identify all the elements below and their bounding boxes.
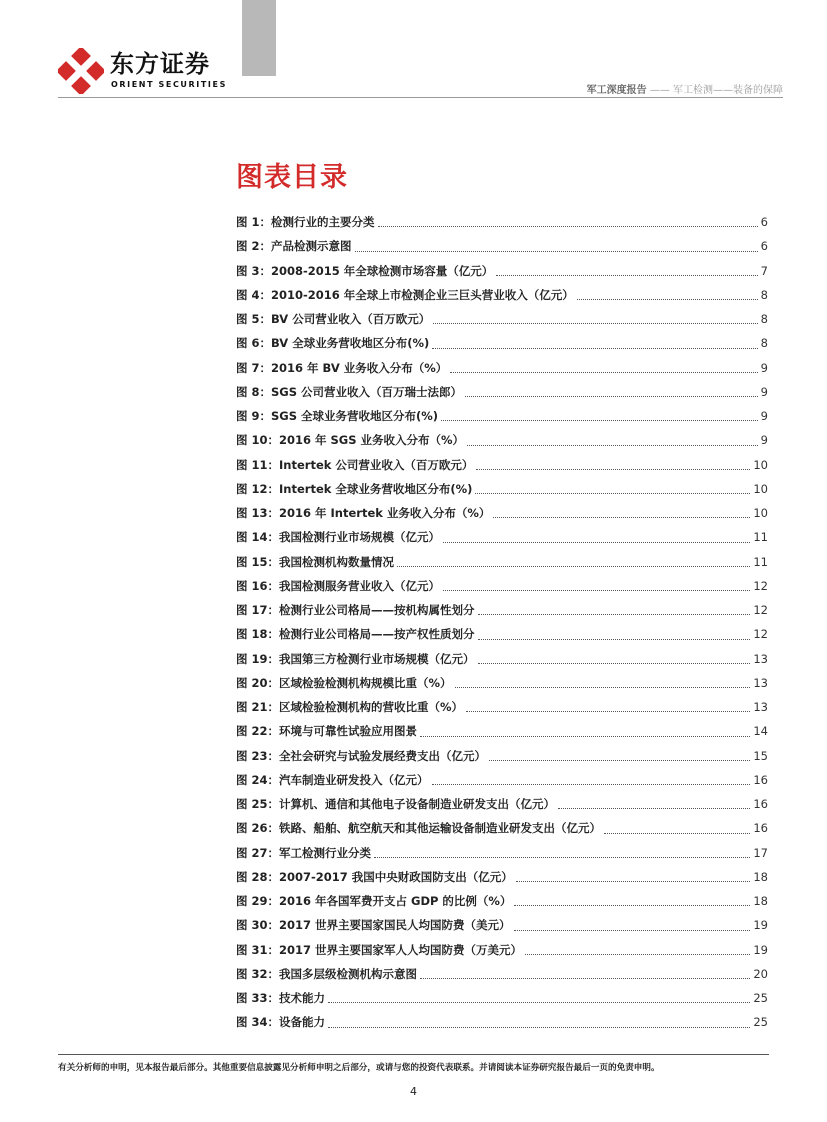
toc-item-page: 17 [753,845,768,860]
toc-item-label: 图 25：计算机、通信和其他电子设备制造业研发支出（亿元） [236,797,556,812]
toc-item[interactable] [236,986,768,1010]
brand-name-cn: 东方证券 [110,50,210,78]
toc-leader-dots [516,879,751,882]
toc-item-page: 16 [753,772,768,787]
toc-leader-dots [478,637,751,640]
toc-leader-dots [577,297,758,300]
toc-leader-dots [467,443,758,446]
toc-item[interactable] [236,695,768,719]
toc-item-label: 图 9：SGS 全球业务营收地区分布(%) [236,409,439,424]
toc-leader-dots [432,782,751,785]
toc-item-page: 10 [753,481,768,496]
toc-item-label: 图 26：铁路、船舶、航空航天和其他运输设备制造业研发支出（亿元） [236,821,602,836]
page-number: 4 [410,1085,417,1098]
toc-item-page: 12 [753,578,768,593]
toc-item-page: 9 [760,433,768,448]
toc-item-page: 19 [753,918,768,933]
toc-title: 图表目录 [236,162,348,193]
report-type: 军工深度报告 [586,85,647,96]
report-header-title [587,81,783,96]
toc-item-label: 图 15：我国检测机构数量情况 [236,554,395,569]
toc-item[interactable] [236,671,768,695]
toc-item-label: 图 30：2017 世界主要国家国民人均国防费（美元） [236,918,511,933]
toc-item-page: 18 [753,869,768,884]
toc-item-page: 13 [753,700,768,715]
toc-item[interactable] [236,404,768,428]
toc-item-label: 图 13：2016 年 Intertek 业务收入分布（%） [236,506,491,521]
toc-leader-dots [478,612,751,615]
toc-item-page: 11 [753,530,768,545]
toc-leader-dots [476,467,750,470]
toc-item[interactable] [236,356,768,380]
toc-item-label: 图 32：我国多层级检测机构示意图 [236,966,418,981]
toc-leader-dots [450,370,757,373]
toc-leader-dots [441,418,758,421]
toc-item-label: 图 18：检测行业公司格局——按产权性质划分 [236,627,475,642]
toc-item-page: 7 [760,263,768,278]
toc-item[interactable] [236,647,768,671]
toc-leader-dots [397,564,750,567]
toc-leader-dots [328,1000,750,1003]
toc-item[interactable] [236,816,768,840]
toc-item-page: 13 [753,675,768,690]
toc-item-label: 图 21：区域检验检测机构的营收比重（%） [236,700,464,715]
toc-item-page: 10 [753,506,768,521]
toc-item-page: 13 [753,651,768,666]
toc-leader-dots [493,515,750,518]
toc-item-page: 9 [760,409,768,424]
toc-leader-dots [558,806,750,809]
toc-item-page: 14 [753,724,768,739]
company-logo [58,48,238,96]
toc-item[interactable] [236,622,768,646]
logo-mark-icon [58,48,104,94]
toc-item[interactable] [236,210,768,234]
toc-item-page: 8 [760,287,768,302]
toc-item[interactable] [236,283,768,307]
toc-item[interactable] [236,889,768,913]
toc-list [236,210,768,1035]
toc-leader-dots [433,321,757,324]
toc-item-label: 图 4：2010-2016 年全球上市检测企业三巨头营业收入（亿元） [236,287,574,302]
toc-item-page: 12 [753,627,768,642]
toc-item-page: 19 [753,942,768,957]
toc-item[interactable] [236,428,768,452]
toc-item-label: 图 24：汽车制造业研发投入（亿元） [236,772,429,787]
toc-item-page: 8 [760,336,768,351]
toc-item-label: 图 10：2016 年 SGS 业务收入分布（%） [236,433,465,448]
toc-item-label: 图 5：BV 公司营业收入（百万欧元） [236,312,431,327]
toc-leader-dots [328,1025,750,1028]
toc-item[interactable] [236,768,768,792]
toc-leader-dots [514,903,750,906]
toc-leader-dots [374,855,750,858]
toc-leader-dots [432,346,757,349]
toc-item[interactable] [236,938,768,962]
toc-leader-dots [478,661,751,664]
toc-item[interactable] [236,234,768,258]
toc-item[interactable] [236,380,768,404]
toc-item-page: 25 [753,991,768,1006]
toc-item-label: 图 34：设备能力 [236,1015,326,1030]
toc-item-label: 图 20：区域检验检测机构规模比重（%） [236,675,452,690]
toc-item[interactable] [236,331,768,355]
toc-item[interactable] [236,719,768,743]
toc-leader-dots [355,249,758,252]
toc-item-label: 图 27：军工检测行业分类 [236,845,372,860]
toc-item-label: 图 1：检测行业的主要分类 [236,215,375,230]
toc-item[interactable] [236,259,768,283]
toc-item-page: 11 [753,554,768,569]
toc-item-label: 图 11：Intertek 公司营业收入（百万欧元） [236,457,474,472]
toc-leader-dots [465,394,758,397]
toc-item[interactable] [236,525,768,549]
toc-item-label: 图 19：我国第三方检测行业市场规模（亿元） [236,651,475,666]
toc-item[interactable] [236,550,768,574]
toc-item[interactable] [236,865,768,889]
toc-leader-dots [378,224,758,227]
toc-leader-dots [466,709,750,712]
toc-leader-dots [525,952,750,955]
toc-item-label: 图 29：2016 年各国军费开支占 GDP 的比例（%） [236,894,512,909]
toc-item-page: 10 [753,457,768,472]
brand-name-en: ORIENT SECURITIES [111,80,227,89]
toc-item-label: 图 7：2016 年 BV 业务收入分布（%） [236,360,448,375]
toc-item[interactable] [236,913,768,937]
toc-item-label: 图 8：SGS 公司营业收入（百万瑞士法郎） [236,384,463,399]
toc-item[interactable] [236,574,768,598]
toc-item-label: 图 31：2017 世界主要国家军人人均国防费（万美元） [236,942,523,957]
toc-leader-dots [443,588,750,591]
toc-item[interactable] [236,477,768,501]
toc-item-page: 6 [760,239,768,254]
toc-leader-dots [489,758,750,761]
toc-item-label: 图 22：环境与可靠性试验应用图景 [236,724,418,739]
toc-item[interactable] [236,598,768,622]
toc-item[interactable] [236,501,768,525]
footer-disclaimer: 有关分析师的申明，见本报告最后部分。其他重要信息披露见分析师申明之后部分，或请与您的投资代表联系。并请阅读本证券研究报告最后一页的免责申明。 [58,1063,660,1073]
report-subtitle: —— 军工检测——装备的保障 [649,85,783,96]
toc-item-page: 15 [753,748,768,763]
header-divider [58,97,783,98]
toc-item-page: 16 [753,797,768,812]
toc-item-page: 8 [760,312,768,327]
toc-leader-dots [420,976,750,979]
toc-item[interactable] [236,841,768,865]
toc-leader-dots [420,734,750,737]
toc-item[interactable] [236,962,768,986]
toc-item-label: 图 33：技术能力 [236,991,326,1006]
toc-item-label: 图 23：全社会研究与试验发展经费支出（亿元） [236,748,487,763]
toc-item-label: 图 6：BV 全球业务营收地区分布(%) [236,336,430,351]
toc-leader-dots [514,928,751,931]
toc-item-label: 图 2：产品检测示意图 [236,239,352,254]
toc-item-page: 16 [753,821,768,836]
toc-item-page: 9 [760,360,768,375]
toc-item-page: 6 [760,215,768,230]
toc-item[interactable] [236,453,768,477]
footer-divider [58,1054,769,1055]
toc-item[interactable] [236,744,768,768]
toc-item-page: 12 [753,603,768,618]
toc-item-label: 图 14：我国检测行业市场规模（亿元） [236,530,441,545]
toc-item[interactable] [236,307,768,331]
toc-item[interactable] [236,1010,768,1034]
toc-leader-dots [443,540,750,543]
toc-leader-dots [475,491,750,494]
toc-item-page: 9 [760,384,768,399]
toc-item-page: 25 [753,1015,768,1030]
toc-item-label: 图 12：Intertek 全球业务营收地区分布(%) [236,481,473,496]
toc-leader-dots [455,685,751,688]
toc-item-page: 20 [753,966,768,981]
toc-item[interactable] [236,792,768,816]
toc-item-label: 图 17：检测行业公司格局——按机构属性划分 [236,603,475,618]
toc-item-page: 18 [753,894,768,909]
toc-item-label: 图 3：2008-2015 年全球检测市场容量（亿元） [236,263,494,278]
header-gray-band [242,0,276,76]
toc-leader-dots [496,273,757,276]
toc-leader-dots [604,831,750,834]
toc-item-label: 图 28：2007-2017 我国中央财政国防支出（亿元） [236,869,513,884]
toc-item-label: 图 16：我国检测服务营业收入（亿元） [236,578,441,593]
